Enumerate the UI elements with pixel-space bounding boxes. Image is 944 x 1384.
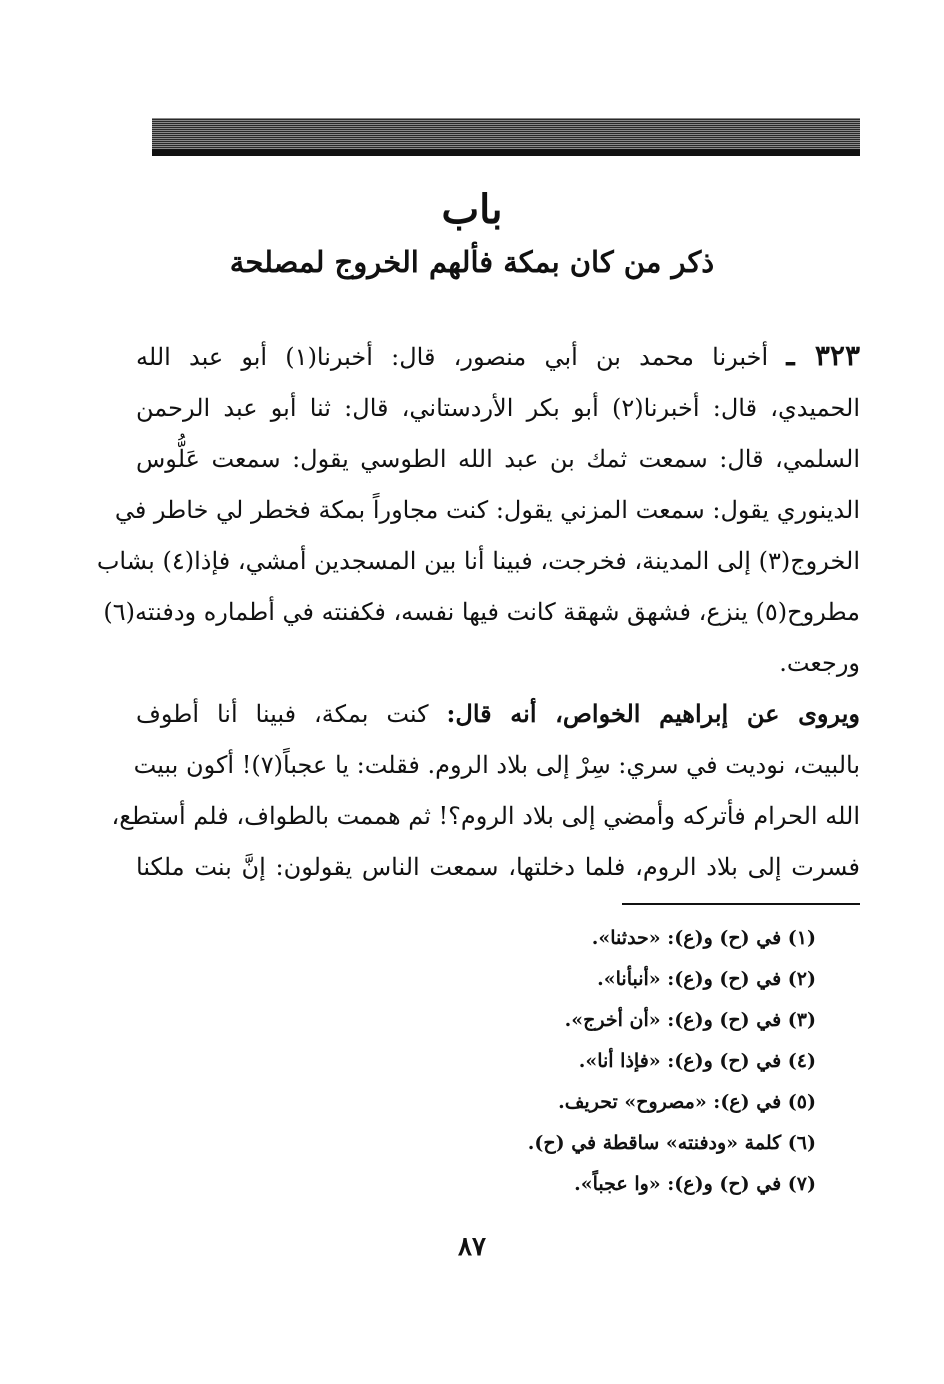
paragraph-line: الخروج(٣) إلى المدينة، فخرجت، فبينا أنا بين المسجدين أمشي، فإذا(٤) بشاب — [96, 547, 860, 575]
header-rule — [152, 118, 860, 156]
chapter-title: ذكر من كان بمكة فألهم الخروج لمصلحة — [229, 245, 715, 279]
paragraph-number: ٣٢٣ ـ — [786, 339, 861, 372]
paragraph-text: أخبرنا محمد بن أبي منصور، قال: أخبرنا(١) أبو عبد الله — [136, 343, 769, 371]
footnote-4: (٤) في (ح) و(ع): «فإذا أنا». — [578, 1050, 816, 1072]
paragraph-line: فسرت إلى بلاد الروم، فلما دخلتها، سمعت الناس يقولون: إنَّ بنت ملكنا — [136, 853, 860, 881]
footnote-2: (٢) في (ح) و(ع): «أنبأنا». — [597, 968, 816, 990]
paragraph-line: الله الحرام فأتركه وأمضي إلى بلاد الروم؟! ثم هممت بالطواف، فلم أستطع، — [111, 802, 860, 830]
footnotes — [300, 918, 816, 1205]
paragraph-line — [136, 688, 860, 740]
chapter-word: باب — [441, 186, 503, 233]
paragraph-line — [136, 330, 860, 383]
paragraph-line: الدينوري يقول: سمعت المزني يقول: كنت مجاوراً بمكة فخطر لي خاطر في — [114, 496, 860, 524]
paragraph-text: كنت بمكة، فبينا أنا أطوف — [136, 700, 429, 728]
paragraph-323 — [96, 330, 861, 689]
paragraph-line: بالبيت، نوديت في سري: سِرْ إلى بلاد الروم. فقلت: يا عجباً(٧)! أكون ببيت — [133, 751, 860, 779]
paragraph-khawwas — [111, 688, 861, 893]
paragraph-line: ورجعت. — [779, 649, 860, 677]
footnote-1: (١) في (ح) و(ع): «حدثنا». — [591, 927, 816, 949]
paragraph-line: مطروح(٥) ينزع، فشهق شهقة كانت فيها نفسه، فكفنته في أطماره ودفنته(٦) — [103, 598, 860, 626]
footnote-6: (٦) كلمة «ودفنته» ساقطة في (ح). — [527, 1132, 816, 1154]
footnote-5: (٥) في (ع): «مصروح» تحريف. — [558, 1091, 816, 1113]
paragraph-line: السلمي، قال: سمعت ثمك بن عبد الله الطوسي يقول: سمعت عَلُّوس — [136, 445, 860, 473]
footnote-7: (٧) في (ح) و(ع): «وا عجباً». — [574, 1173, 816, 1195]
paragraph-line: الحميدي، قال: أخبرنا(٢) أبو بكر الأردستاني، قال: ثنا أبو عبد الرحمن — [136, 394, 860, 422]
footnote-3: (٣) في (ح) و(ع): «أن أخرج». — [564, 1009, 816, 1031]
footnote-separator — [622, 903, 860, 905]
paragraph-lead: ويروى عن إبراهيم الخواص، أنه قال: — [446, 699, 861, 728]
page-number: ٨٧ — [458, 1232, 486, 1262]
